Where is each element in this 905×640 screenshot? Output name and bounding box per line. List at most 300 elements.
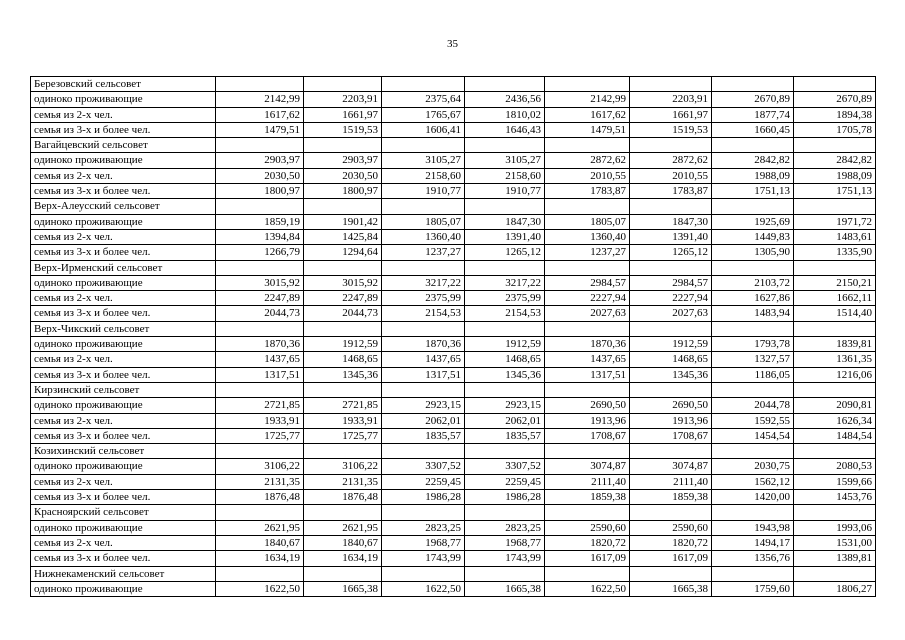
empty-cell — [630, 138, 712, 153]
empty-cell — [216, 566, 304, 581]
value-cell: 1562,12 — [712, 474, 794, 489]
value-cell: 3105,27 — [465, 153, 545, 168]
value-cell: 1420,00 — [712, 490, 794, 505]
value-cell: 1617,62 — [216, 107, 304, 122]
value-cell: 1783,87 — [630, 184, 712, 199]
section-header-row — [31, 566, 876, 581]
value-cell: 1646,43 — [465, 122, 545, 137]
value-cell: 1519,53 — [630, 122, 712, 137]
value-cell: 1835,57 — [465, 428, 545, 443]
value-cell: 1988,09 — [794, 168, 876, 183]
value-cell: 2621,95 — [304, 520, 382, 535]
value-cell: 1394,84 — [216, 229, 304, 244]
empty-cell — [794, 77, 876, 92]
value-cell: 3105,27 — [382, 153, 465, 168]
value-cell: 1305,90 — [712, 245, 794, 260]
value-cell: 1847,30 — [465, 214, 545, 229]
empty-cell — [712, 505, 794, 520]
value-cell: 2158,60 — [382, 168, 465, 183]
value-cell: 1759,60 — [712, 581, 794, 596]
value-cell: 1425,84 — [304, 229, 382, 244]
value-cell: 1345,36 — [465, 367, 545, 382]
value-cell: 1910,77 — [465, 184, 545, 199]
section-header-row — [31, 199, 876, 214]
value-cell: 2203,91 — [304, 92, 382, 107]
value-cell: 1335,90 — [794, 245, 876, 260]
value-cell: 1484,54 — [794, 428, 876, 443]
value-cell: 1835,57 — [382, 428, 465, 443]
value-cell: 2027,63 — [630, 306, 712, 321]
empty-cell — [794, 199, 876, 214]
value-cell: 1877,74 — [712, 107, 794, 122]
value-cell: 1317,51 — [216, 367, 304, 382]
row-label: одиноко проживающие — [31, 153, 216, 168]
value-cell: 1634,19 — [216, 551, 304, 566]
row-label: семья из 3-х и более чел. — [31, 367, 216, 382]
row-label: семья из 2-х чел. — [31, 474, 216, 489]
value-cell: 2010,55 — [545, 168, 630, 183]
value-cell: 1876,48 — [216, 490, 304, 505]
value-cell: 2111,40 — [630, 474, 712, 489]
value-cell: 1993,06 — [794, 520, 876, 535]
empty-cell — [630, 260, 712, 275]
value-cell: 3074,87 — [545, 459, 630, 474]
section-header-row — [31, 77, 876, 92]
value-cell: 1708,67 — [630, 428, 712, 443]
value-cell: 1345,36 — [630, 367, 712, 382]
section-header-row — [31, 138, 876, 153]
value-cell: 1751,13 — [712, 184, 794, 199]
value-cell: 1913,96 — [630, 413, 712, 428]
section-title: Нижнекаменский сельсовет — [31, 566, 216, 581]
section-title: Козихинский сельсовет — [31, 444, 216, 459]
value-cell: 3106,22 — [216, 459, 304, 474]
empty-cell — [304, 321, 382, 336]
row-label: одиноко проживающие — [31, 337, 216, 352]
empty-cell — [465, 260, 545, 275]
row-label: семья из 2-х чел. — [31, 291, 216, 306]
empty-cell — [304, 505, 382, 520]
empty-cell — [216, 199, 304, 214]
value-cell: 1531,00 — [794, 535, 876, 550]
value-cell: 2247,89 — [304, 291, 382, 306]
empty-cell — [794, 382, 876, 397]
value-cell: 1634,19 — [304, 551, 382, 566]
value-cell: 2670,89 — [794, 92, 876, 107]
value-cell: 1360,40 — [545, 229, 630, 244]
value-cell: 2721,85 — [216, 398, 304, 413]
section-title: Красноярский сельсовет — [31, 505, 216, 520]
row-label: одиноко проживающие — [31, 520, 216, 535]
table-row — [31, 122, 876, 137]
value-cell: 1266,79 — [216, 245, 304, 260]
empty-cell — [216, 444, 304, 459]
value-cell: 1665,38 — [304, 581, 382, 596]
value-cell: 1725,77 — [216, 428, 304, 443]
empty-cell — [382, 505, 465, 520]
value-cell: 1870,36 — [382, 337, 465, 352]
value-cell: 1437,65 — [545, 352, 630, 367]
value-cell: 1840,67 — [304, 535, 382, 550]
value-cell: 1626,34 — [794, 413, 876, 428]
empty-cell — [465, 382, 545, 397]
value-cell: 1933,91 — [216, 413, 304, 428]
value-cell: 2621,95 — [216, 520, 304, 535]
value-cell: 1912,59 — [304, 337, 382, 352]
section-header-row — [31, 321, 876, 336]
value-cell: 1622,50 — [382, 581, 465, 596]
empty-cell — [630, 566, 712, 581]
table-row — [31, 107, 876, 122]
empty-cell — [545, 260, 630, 275]
value-cell: 1805,07 — [545, 214, 630, 229]
empty-cell — [382, 321, 465, 336]
section-header-row — [31, 444, 876, 459]
value-cell: 1391,40 — [465, 229, 545, 244]
row-label: семья из 2-х чел. — [31, 107, 216, 122]
empty-cell — [216, 321, 304, 336]
empty-cell — [216, 77, 304, 92]
empty-cell — [465, 321, 545, 336]
value-cell: 3015,92 — [304, 275, 382, 290]
row-label: семья из 3-х и более чел. — [31, 122, 216, 137]
empty-cell — [545, 138, 630, 153]
value-cell: 2062,01 — [382, 413, 465, 428]
value-cell: 2103,72 — [712, 275, 794, 290]
value-cell: 1751,13 — [794, 184, 876, 199]
value-cell: 2203,91 — [630, 92, 712, 107]
table-row — [31, 367, 876, 382]
value-cell: 1391,40 — [630, 229, 712, 244]
table-body — [31, 77, 876, 597]
value-cell: 1519,53 — [304, 122, 382, 137]
value-cell: 1468,65 — [630, 352, 712, 367]
value-cell: 1483,61 — [794, 229, 876, 244]
value-cell: 1839,81 — [794, 337, 876, 352]
empty-cell — [465, 77, 545, 92]
empty-cell — [712, 382, 794, 397]
value-cell: 1622,50 — [545, 581, 630, 596]
empty-cell — [545, 199, 630, 214]
value-cell: 1988,09 — [712, 168, 794, 183]
value-cell: 1968,77 — [465, 535, 545, 550]
table-row — [31, 184, 876, 199]
value-cell: 2903,97 — [216, 153, 304, 168]
value-cell: 1617,09 — [630, 551, 712, 566]
table-row — [31, 245, 876, 260]
empty-cell — [304, 444, 382, 459]
table-row — [31, 337, 876, 352]
row-label: одиноко проживающие — [31, 398, 216, 413]
value-cell: 1453,76 — [794, 490, 876, 505]
value-cell: 3217,22 — [465, 275, 545, 290]
empty-cell — [382, 138, 465, 153]
value-cell: 2090,81 — [794, 398, 876, 413]
value-cell: 1660,45 — [712, 122, 794, 137]
section-title: Кирзинский сельсовет — [31, 382, 216, 397]
row-label: семья из 3-х и более чел. — [31, 490, 216, 505]
value-cell: 2259,45 — [382, 474, 465, 489]
empty-cell — [794, 138, 876, 153]
empty-cell — [304, 77, 382, 92]
value-cell: 2690,50 — [545, 398, 630, 413]
value-cell: 3307,52 — [382, 459, 465, 474]
value-cell: 1986,28 — [465, 490, 545, 505]
value-cell: 1389,81 — [794, 551, 876, 566]
table-row — [31, 581, 876, 596]
value-cell: 1327,57 — [712, 352, 794, 367]
value-cell: 1361,35 — [794, 352, 876, 367]
page-number: 35 — [447, 38, 458, 50]
value-cell: 1912,59 — [465, 337, 545, 352]
value-cell: 2984,57 — [630, 275, 712, 290]
row-label: семья из 3-х и более чел. — [31, 306, 216, 321]
table-row — [31, 535, 876, 550]
empty-cell — [712, 77, 794, 92]
table-row — [31, 229, 876, 244]
table-row — [31, 291, 876, 306]
value-cell: 1186,05 — [712, 367, 794, 382]
empty-cell — [712, 566, 794, 581]
value-cell: 1514,40 — [794, 306, 876, 321]
value-cell: 2111,40 — [545, 474, 630, 489]
empty-cell — [545, 382, 630, 397]
value-cell: 3307,52 — [465, 459, 545, 474]
value-cell: 2030,50 — [304, 168, 382, 183]
value-cell: 2690,50 — [630, 398, 712, 413]
table-row — [31, 168, 876, 183]
row-label: семья из 2-х чел. — [31, 413, 216, 428]
value-cell: 2027,63 — [545, 306, 630, 321]
value-cell: 1468,65 — [465, 352, 545, 367]
empty-cell — [304, 138, 382, 153]
value-cell: 2923,15 — [382, 398, 465, 413]
row-label: семья из 3-х и более чел. — [31, 245, 216, 260]
value-cell: 1662,11 — [794, 291, 876, 306]
empty-cell — [304, 566, 382, 581]
value-cell: 1870,36 — [216, 337, 304, 352]
value-cell: 1317,51 — [545, 367, 630, 382]
value-cell: 2131,35 — [304, 474, 382, 489]
empty-cell — [712, 199, 794, 214]
value-cell: 1483,94 — [712, 306, 794, 321]
value-cell: 1876,48 — [304, 490, 382, 505]
empty-cell — [382, 444, 465, 459]
section-title: Березовский сельсовет — [31, 77, 216, 92]
empty-cell — [382, 77, 465, 92]
value-cell: 2823,25 — [465, 520, 545, 535]
value-cell: 2044,78 — [712, 398, 794, 413]
value-cell: 1783,87 — [545, 184, 630, 199]
empty-cell — [630, 444, 712, 459]
empty-cell — [545, 321, 630, 336]
value-cell: 1627,86 — [712, 291, 794, 306]
row-label: семья из 3-х и более чел. — [31, 428, 216, 443]
value-cell: 2142,99 — [545, 92, 630, 107]
empty-cell — [712, 321, 794, 336]
value-cell: 1805,07 — [382, 214, 465, 229]
table-row — [31, 398, 876, 413]
value-cell: 1622,50 — [216, 581, 304, 596]
value-cell: 1592,55 — [712, 413, 794, 428]
empty-cell — [545, 566, 630, 581]
table-row — [31, 306, 876, 321]
section-title: Верх-Ирменский сельсовет — [31, 260, 216, 275]
value-cell: 2375,99 — [382, 291, 465, 306]
value-cell: 1986,28 — [382, 490, 465, 505]
value-cell: 2247,89 — [216, 291, 304, 306]
value-cell: 1800,97 — [216, 184, 304, 199]
value-cell: 1437,65 — [382, 352, 465, 367]
value-cell: 2872,62 — [630, 153, 712, 168]
value-cell: 1665,38 — [630, 581, 712, 596]
empty-cell — [712, 444, 794, 459]
empty-cell — [630, 199, 712, 214]
empty-cell — [630, 321, 712, 336]
value-cell: 2030,50 — [216, 168, 304, 183]
value-cell: 1606,41 — [382, 122, 465, 137]
value-cell: 2154,53 — [465, 306, 545, 321]
value-cell: 2823,25 — [382, 520, 465, 535]
section-header-row — [31, 382, 876, 397]
empty-cell — [794, 321, 876, 336]
value-cell: 1913,96 — [545, 413, 630, 428]
row-label: одиноко проживающие — [31, 214, 216, 229]
empty-cell — [465, 566, 545, 581]
value-cell: 1901,42 — [304, 214, 382, 229]
table-row — [31, 352, 876, 367]
row-label: семья из 2-х чел. — [31, 168, 216, 183]
empty-cell — [712, 260, 794, 275]
value-cell: 1294,64 — [304, 245, 382, 260]
empty-cell — [216, 382, 304, 397]
value-cell: 1665,38 — [465, 581, 545, 596]
table-row — [31, 153, 876, 168]
value-cell: 1479,51 — [545, 122, 630, 137]
value-cell: 2010,55 — [630, 168, 712, 183]
table-row — [31, 474, 876, 489]
table-row — [31, 490, 876, 505]
table-row — [31, 275, 876, 290]
empty-cell — [465, 444, 545, 459]
empty-cell — [304, 260, 382, 275]
section-title: Верх-Алеусский сельсовет — [31, 199, 216, 214]
value-cell: 1494,17 — [712, 535, 794, 550]
value-cell: 1345,36 — [304, 367, 382, 382]
value-cell: 1859,19 — [216, 214, 304, 229]
empty-cell — [382, 199, 465, 214]
value-cell: 1661,97 — [304, 107, 382, 122]
value-cell: 1912,59 — [630, 337, 712, 352]
value-cell: 2903,97 — [304, 153, 382, 168]
empty-cell — [304, 382, 382, 397]
value-cell: 2142,99 — [216, 92, 304, 107]
empty-cell — [382, 566, 465, 581]
value-cell: 1870,36 — [545, 337, 630, 352]
value-cell: 2923,15 — [465, 398, 545, 413]
empty-cell — [545, 505, 630, 520]
empty-cell — [216, 505, 304, 520]
value-cell: 2154,53 — [382, 306, 465, 321]
value-cell: 1449,83 — [712, 229, 794, 244]
empty-cell — [545, 77, 630, 92]
value-cell: 2670,89 — [712, 92, 794, 107]
value-cell: 2375,64 — [382, 92, 465, 107]
empty-cell — [630, 77, 712, 92]
value-cell: 2227,94 — [630, 291, 712, 306]
value-cell: 2227,94 — [545, 291, 630, 306]
empty-cell — [712, 138, 794, 153]
row-label: семья из 2-х чел. — [31, 229, 216, 244]
empty-cell — [465, 138, 545, 153]
value-cell: 1237,27 — [545, 245, 630, 260]
table-row — [31, 520, 876, 535]
empty-cell — [465, 199, 545, 214]
value-cell: 2842,82 — [712, 153, 794, 168]
section-title: Верх-Чикский сельсовет — [31, 321, 216, 336]
value-cell: 1968,77 — [382, 535, 465, 550]
table-row — [31, 92, 876, 107]
value-cell: 1793,78 — [712, 337, 794, 352]
value-cell: 1859,38 — [545, 490, 630, 505]
row-label: семья из 2-х чел. — [31, 352, 216, 367]
value-cell: 1840,67 — [216, 535, 304, 550]
value-cell: 1847,30 — [630, 214, 712, 229]
empty-cell — [794, 505, 876, 520]
row-label: семья из 3-х и более чел. — [31, 551, 216, 566]
value-cell: 3015,92 — [216, 275, 304, 290]
value-cell: 2590,60 — [545, 520, 630, 535]
table-row — [31, 214, 876, 229]
value-cell: 1943,98 — [712, 520, 794, 535]
value-cell: 1356,76 — [712, 551, 794, 566]
value-cell: 1661,97 — [630, 107, 712, 122]
table-row — [31, 413, 876, 428]
value-cell: 1265,12 — [465, 245, 545, 260]
empty-cell — [794, 566, 876, 581]
value-cell: 2150,21 — [794, 275, 876, 290]
value-cell: 1237,27 — [382, 245, 465, 260]
value-cell: 1971,72 — [794, 214, 876, 229]
value-cell: 2842,82 — [794, 153, 876, 168]
empty-cell — [794, 260, 876, 275]
empty-cell — [630, 382, 712, 397]
section-header-row — [31, 260, 876, 275]
row-label: одиноко проживающие — [31, 459, 216, 474]
tariff-table — [30, 76, 876, 597]
value-cell: 2375,99 — [465, 291, 545, 306]
value-cell: 2044,73 — [304, 306, 382, 321]
value-cell: 1820,72 — [545, 535, 630, 550]
value-cell: 2062,01 — [465, 413, 545, 428]
empty-cell — [216, 138, 304, 153]
value-cell: 1925,69 — [712, 214, 794, 229]
section-header-row — [31, 505, 876, 520]
table-row — [31, 459, 876, 474]
value-cell: 2872,62 — [545, 153, 630, 168]
value-cell: 1806,27 — [794, 581, 876, 596]
empty-cell — [382, 260, 465, 275]
value-cell: 2721,85 — [304, 398, 382, 413]
row-label: семья из 2-х чел. — [31, 535, 216, 550]
value-cell: 3106,22 — [304, 459, 382, 474]
value-cell: 2984,57 — [545, 275, 630, 290]
value-cell: 3074,87 — [630, 459, 712, 474]
value-cell: 2158,60 — [465, 168, 545, 183]
empty-cell — [545, 444, 630, 459]
row-label: семья из 3-х и более чел. — [31, 184, 216, 199]
value-cell: 1599,66 — [794, 474, 876, 489]
